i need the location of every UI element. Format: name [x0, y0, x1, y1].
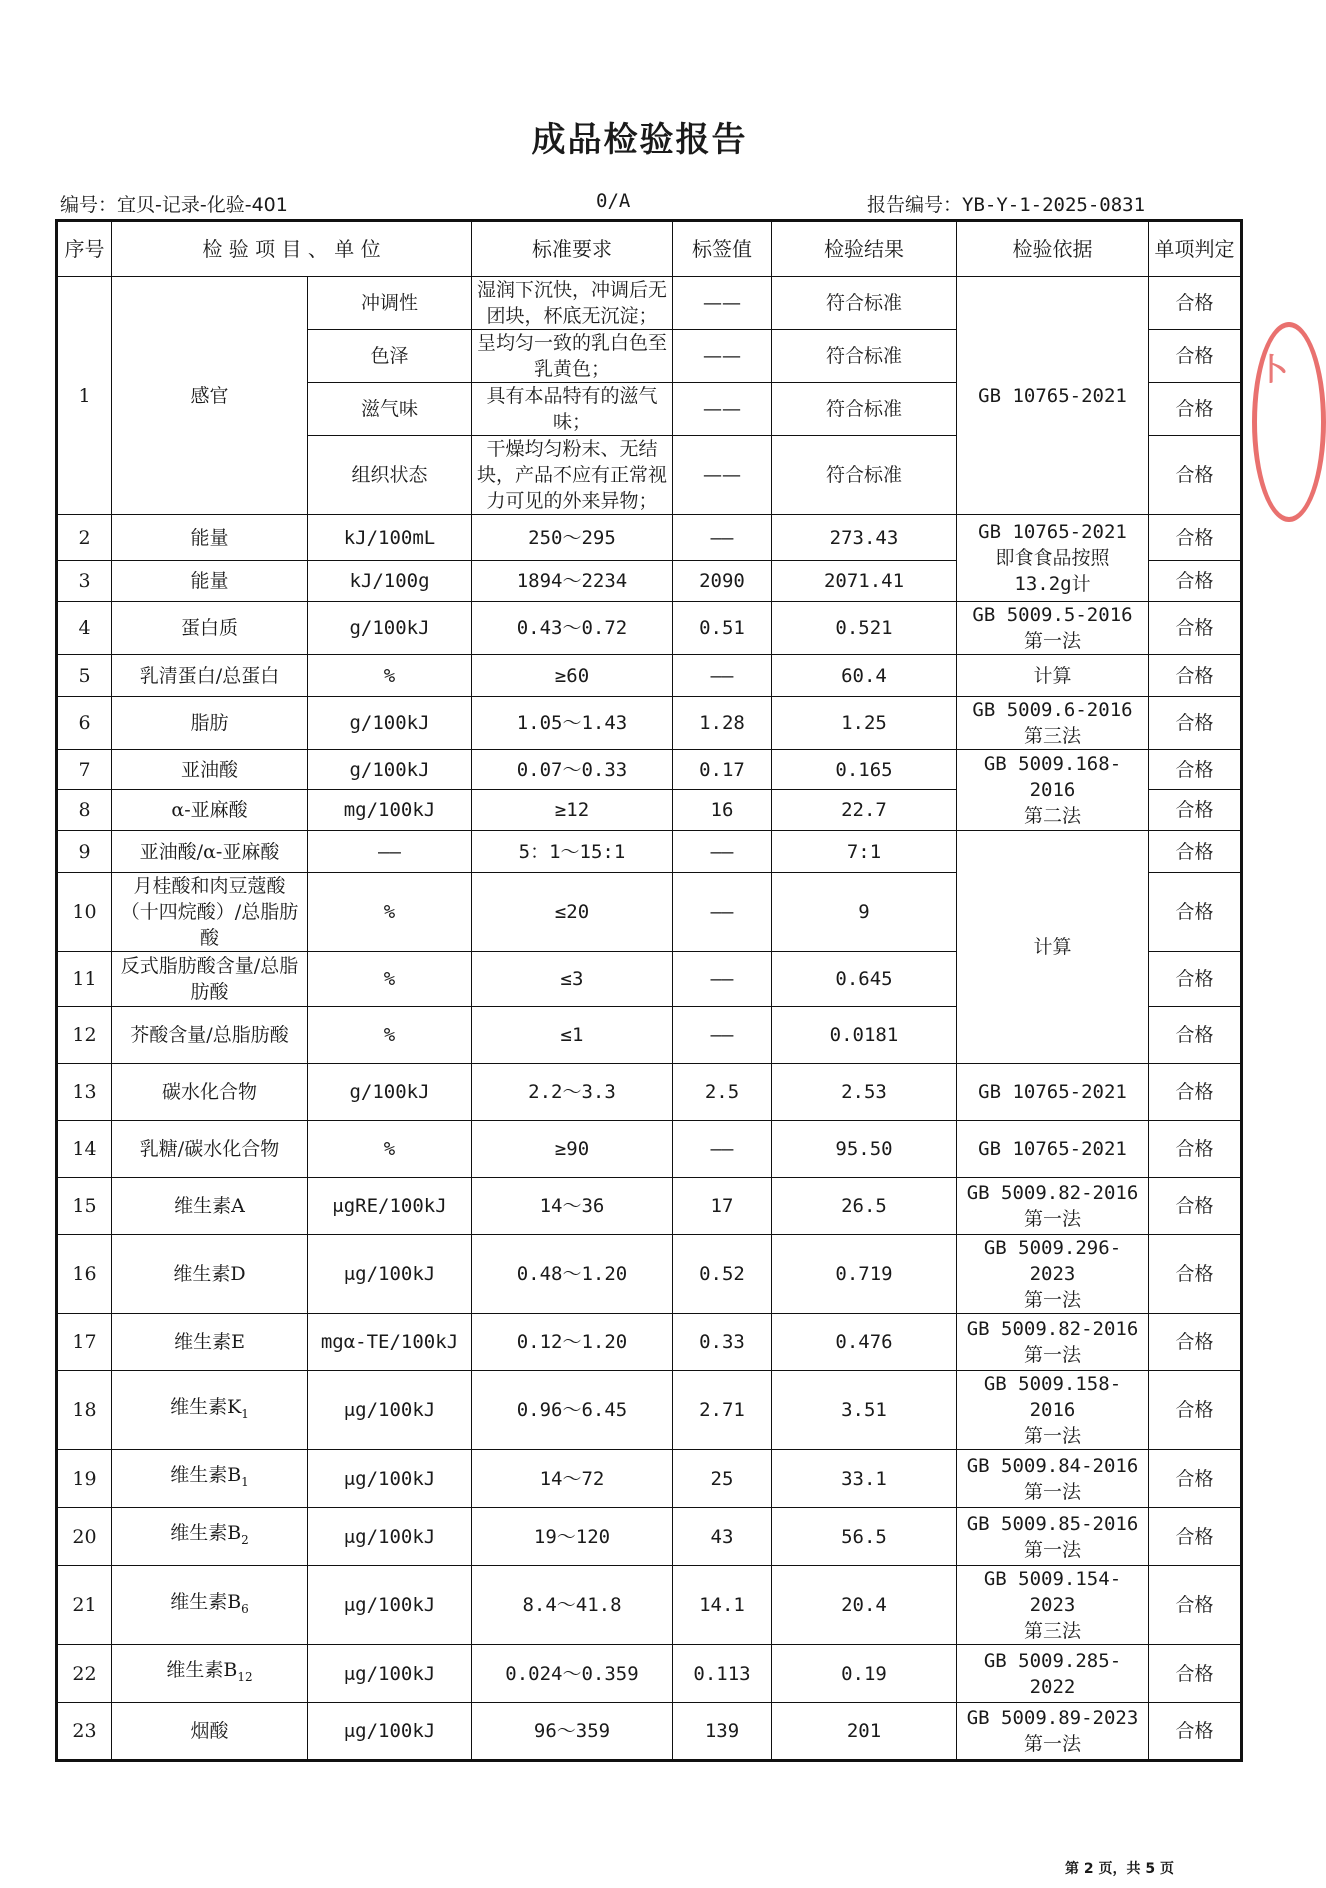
label-value-cell: 0.17 — [673, 750, 772, 790]
standard-cell: 干燥均匀粉末、无结块，产品不应有正常视力可见的外来异物； — [472, 436, 673, 515]
table-row — [57, 1178, 1242, 1235]
result-cell: 20.4 — [772, 1566, 957, 1645]
item-name: 维生素$B_6$ — [112, 1566, 308, 1645]
item-name: 乳清蛋白/总蛋白 — [112, 655, 308, 697]
standard-cell: 19～120 — [472, 1508, 673, 1566]
header-label-value: 标签值 — [673, 221, 772, 277]
unit-cell: kJ/100mL — [308, 515, 472, 561]
basis-cell: GB 10765-2021 即食食品按照 13.2g计 — [957, 515, 1149, 602]
verdict-cell: 合格 — [1149, 515, 1242, 561]
seq-cell: 3 — [57, 561, 112, 602]
standard-cell: 0.07～0.33 — [472, 750, 673, 790]
seq-cell: 22 — [57, 1645, 112, 1703]
verdict-cell: 合格 — [1149, 436, 1242, 515]
label-value-cell: 0.33 — [673, 1314, 772, 1371]
verdict-cell: 合格 — [1149, 831, 1242, 873]
table-row — [57, 697, 1242, 750]
table-row — [57, 1703, 1242, 1761]
unit-cell: μg/100kJ — [308, 1450, 472, 1508]
basis-cell: GB 5009.84-2016 第一法 — [957, 1450, 1149, 1508]
seq-cell: 13 — [57, 1064, 112, 1121]
seq-cell: 16 — [57, 1235, 112, 1314]
subscript: 12 — [237, 1669, 253, 1684]
label-value-cell: —— — [673, 1121, 772, 1178]
result-cell: 201 — [772, 1703, 957, 1761]
label-value-cell: 43 — [673, 1508, 772, 1566]
standard-cell: 0.48～1.20 — [472, 1235, 673, 1314]
standard-cell: 1.05～1.43 — [472, 697, 673, 750]
seq-cell: 15 — [57, 1178, 112, 1235]
verdict-cell: 合格 — [1149, 561, 1242, 602]
unit-cell: —— — [308, 831, 472, 873]
result-cell: 0.165 — [772, 750, 957, 790]
verdict-cell: 合格 — [1149, 1235, 1242, 1314]
label-value-cell: 139 — [673, 1703, 772, 1761]
unit-cell: kJ/100g — [308, 561, 472, 602]
result-cell: 95.50 — [772, 1121, 957, 1178]
seq-cell: 11 — [57, 952, 112, 1007]
sensory-item: 色泽 — [308, 330, 472, 383]
item-name: 维生素E — [112, 1314, 308, 1371]
table-row — [57, 655, 1242, 697]
verdict-cell: 合格 — [1149, 655, 1242, 697]
verdict-cell: 合格 — [1149, 383, 1242, 436]
item-name: 月桂酸和肉豆蔻酸（十四烷酸）/总脂肪酸 — [112, 873, 308, 952]
standard-cell: ≥60 — [472, 655, 673, 697]
result-cell: 9 — [772, 873, 957, 952]
table-row — [57, 1566, 1242, 1645]
standard-cell: 8.4～41.8 — [472, 1566, 673, 1645]
basis-cell: GB 5009.285-2022 — [957, 1645, 1149, 1703]
report-number — [867, 190, 1145, 217]
unit-cell: % — [308, 952, 472, 1007]
label-value-cell: 1.28 — [673, 697, 772, 750]
red-seal-mark: 卜 — [1258, 353, 1288, 388]
label-value-cell: —— — [673, 655, 772, 697]
label-value-cell: 0.51 — [673, 602, 772, 655]
table-row — [57, 831, 1242, 873]
item-name: 乳糖/碳水化合物 — [112, 1121, 308, 1178]
sensory-item: 组织状态 — [308, 436, 472, 515]
unit-cell: μg/100kJ — [308, 1508, 472, 1566]
subscript: 2 — [241, 1532, 249, 1547]
basis-cell: GB 5009.6-2016 第三法 — [957, 697, 1149, 750]
standard-cell: 2.2～3.3 — [472, 1064, 673, 1121]
result-cell: 符合标准 — [772, 383, 957, 436]
seq-cell: 2 — [57, 515, 112, 561]
label-value-cell: 25 — [673, 1450, 772, 1508]
seq-cell: 19 — [57, 1450, 112, 1508]
label-value-cell: —— — [673, 1007, 772, 1064]
result-cell: 0.645 — [772, 952, 957, 1007]
standard-cell: 湿润下沉快，冲调后无团块，杯底无沉淀； — [472, 277, 673, 330]
result-cell: 0.521 — [772, 602, 957, 655]
standard-cell: 5：1～15:1 — [472, 831, 673, 873]
basis-cell: GB 5009.85-2016 第一法 — [957, 1508, 1149, 1566]
result-cell: 2071.41 — [772, 561, 957, 602]
basis-cell: GB 5009.158-2016 第一法 — [957, 1371, 1149, 1450]
label-value-cell: 2.71 — [673, 1371, 772, 1450]
basis-cell: GB 10765-2021 — [957, 277, 1149, 515]
table-row — [57, 1450, 1242, 1508]
unit-cell: % — [308, 1121, 472, 1178]
item-name: 烟酸 — [112, 1703, 308, 1761]
seq-cell: 1 — [57, 277, 112, 515]
label-value-cell: —— — [673, 436, 772, 515]
unit-cell: μgRE/100kJ — [308, 1178, 472, 1235]
record-number-label: 编号： — [60, 194, 118, 216]
unit-cell: mg/100kJ — [308, 790, 472, 831]
basis-cell: GB 5009.82-2016 第一法 — [957, 1178, 1149, 1235]
verdict-cell: 合格 — [1149, 330, 1242, 383]
page-footer: 第 2 页，共 5 页 — [1065, 1861, 1174, 1877]
standard-cell: ≤1 — [472, 1007, 673, 1064]
item-name: 维生素$B_{12}$ — [112, 1645, 308, 1703]
seq-cell: 20 — [57, 1508, 112, 1566]
unit-cell: % — [308, 1007, 472, 1064]
standard-cell: 0.024～0.359 — [472, 1645, 673, 1703]
unit-cell: μg/100kJ — [308, 1371, 472, 1450]
seq-cell: 4 — [57, 602, 112, 655]
table-row — [57, 750, 1242, 790]
result-cell: 符合标准 — [772, 436, 957, 515]
item-name: α-亚麻酸 — [112, 790, 308, 831]
record-number — [60, 190, 288, 217]
verdict-cell: 合格 — [1149, 952, 1242, 1007]
label-value-cell: 16 — [673, 790, 772, 831]
standard-cell: 具有本品特有的滋气味； — [472, 383, 673, 436]
basis-cell: GB 5009.168-2016 第二法 — [957, 750, 1149, 831]
inspection-table — [55, 219, 1243, 1762]
table-row — [57, 1314, 1242, 1371]
standard-cell: ≤20 — [472, 873, 673, 952]
label-value-cell: —— — [673, 831, 772, 873]
basis-cell: 计算 — [957, 655, 1149, 697]
unit-cell: μg/100kJ — [308, 1703, 472, 1761]
result-cell: 26.5 — [772, 1178, 957, 1235]
seq-cell: 9 — [57, 831, 112, 873]
result-cell: 2.53 — [772, 1064, 957, 1121]
unit-cell: g/100kJ — [308, 1064, 472, 1121]
basis-cell: 计算 — [957, 831, 1149, 1064]
table-row — [57, 1121, 1242, 1178]
table-row — [57, 602, 1242, 655]
seq-cell: 12 — [57, 1007, 112, 1064]
table-row — [57, 1371, 1242, 1450]
item-name: 芥酸含量/总脂肪酸 — [112, 1007, 308, 1064]
table-row — [57, 277, 1242, 330]
unit-cell: μg/100kJ — [308, 1235, 472, 1314]
standard-cell: 14～72 — [472, 1450, 673, 1508]
verdict-cell: 合格 — [1149, 602, 1242, 655]
basis-cell: GB 10765-2021 — [957, 1121, 1149, 1178]
item-name: 维生素D — [112, 1235, 308, 1314]
standard-cell: 250～295 — [472, 515, 673, 561]
result-cell: 0.719 — [772, 1235, 957, 1314]
seq-cell: 5 — [57, 655, 112, 697]
verdict-cell: 合格 — [1149, 1007, 1242, 1064]
basis-cell: GB 5009.89-2023 第一法 — [957, 1703, 1149, 1761]
verdict-cell: 合格 — [1149, 873, 1242, 952]
unit-cell: % — [308, 655, 472, 697]
standard-cell: 0.12～1.20 — [472, 1314, 673, 1371]
basis-cell: GB 10765-2021 — [957, 1064, 1149, 1121]
standard-cell: 0.96～6.45 — [472, 1371, 673, 1450]
result-cell: 60.4 — [772, 655, 957, 697]
verdict-cell: 合格 — [1149, 697, 1242, 750]
header-item: 检 验 项 目 、 单 位 — [112, 221, 472, 277]
table-row — [57, 515, 1242, 561]
item-name: 维生素$B_2$ — [112, 1508, 308, 1566]
item-name: 碳水化合物 — [112, 1064, 308, 1121]
unit-cell: g/100kJ — [308, 750, 472, 790]
verdict-cell: 合格 — [1149, 1703, 1242, 1761]
standard-cell: ≥12 — [472, 790, 673, 831]
label-value-cell: 0.113 — [673, 1645, 772, 1703]
table-row — [57, 1235, 1242, 1314]
verdict-cell: 合格 — [1149, 750, 1242, 790]
standard-cell: 96～359 — [472, 1703, 673, 1761]
subscript: 1 — [241, 1406, 249, 1421]
item-name: 维生素$B_1$ — [112, 1450, 308, 1508]
verdict-cell: 合格 — [1149, 790, 1242, 831]
subscript: 6 — [241, 1601, 249, 1616]
unit-cell: μg/100kJ — [308, 1645, 472, 1703]
item-name: 脂肪 — [112, 697, 308, 750]
verdict-cell: 合格 — [1149, 1645, 1242, 1703]
item-name: 能量 — [112, 561, 308, 602]
verdict-cell: 合格 — [1149, 277, 1242, 330]
item-name: 亚油酸/α-亚麻酸 — [112, 831, 308, 873]
standard-cell: ≤3 — [472, 952, 673, 1007]
result-cell: 7:1 — [772, 831, 957, 873]
standard-cell: 1894～2234 — [472, 561, 673, 602]
seq-cell: 10 — [57, 873, 112, 952]
basis-cell: GB 5009.154-2023 第三法 — [957, 1566, 1149, 1645]
table-row — [57, 1645, 1242, 1703]
result-cell: 273.43 — [772, 515, 957, 561]
header-seq: 序号 — [57, 221, 112, 277]
seq-cell: 18 — [57, 1371, 112, 1450]
basis-cell: GB 5009.5-2016 第一法 — [957, 602, 1149, 655]
result-cell: 3.51 — [772, 1371, 957, 1450]
report-number-value: YB-Y-1-2025-0831 — [962, 194, 1146, 216]
result-cell: 0.19 — [772, 1645, 957, 1703]
basis-cell: GB 5009.82-2016 第一法 — [957, 1314, 1149, 1371]
result-cell: 符合标准 — [772, 277, 957, 330]
label-value-cell: 0.52 — [673, 1235, 772, 1314]
label-value-cell: —— — [673, 330, 772, 383]
item-name: 蛋白质 — [112, 602, 308, 655]
result-cell: 0.0181 — [772, 1007, 957, 1064]
basis-cell: GB 5009.296-2023 第一法 — [957, 1235, 1149, 1314]
standard-cell: ≥90 — [472, 1121, 673, 1178]
sensory-group: 感官 — [112, 277, 308, 515]
unit-cell: g/100kJ — [308, 697, 472, 750]
seq-cell: 7 — [57, 750, 112, 790]
result-cell: 0.476 — [772, 1314, 957, 1371]
label-value-cell: 14.1 — [673, 1566, 772, 1645]
label-value-cell: 2090 — [673, 561, 772, 602]
verdict-cell: 合格 — [1149, 1371, 1242, 1450]
subscript: 1 — [241, 1474, 249, 1489]
label-value-cell: —— — [673, 515, 772, 561]
result-cell: 33.1 — [772, 1450, 957, 1508]
unit-cell: g/100kJ — [308, 602, 472, 655]
table-row — [57, 1064, 1242, 1121]
unit-cell: μg/100kJ — [308, 1566, 472, 1645]
label-value-cell: —— — [673, 873, 772, 952]
result-cell: 符合标准 — [772, 330, 957, 383]
header-row — [57, 221, 1242, 277]
seq-cell: 23 — [57, 1703, 112, 1761]
label-value-cell: —— — [673, 383, 772, 436]
version-number: 0/A — [596, 190, 631, 212]
unit-cell: % — [308, 873, 472, 952]
table-row — [57, 1508, 1242, 1566]
verdict-cell: 合格 — [1149, 1566, 1242, 1645]
label-value-cell: —— — [673, 952, 772, 1007]
item-name: 维生素A — [112, 1178, 308, 1235]
label-value-cell: 2.5 — [673, 1064, 772, 1121]
header-standard: 标准要求 — [472, 221, 673, 277]
header-verdict: 单项判定 — [1149, 221, 1242, 277]
sensory-item: 滋气味 — [308, 383, 472, 436]
verdict-cell: 合格 — [1149, 1508, 1242, 1566]
report-number-label: 报告编号： — [867, 194, 963, 216]
verdict-cell: 合格 — [1149, 1121, 1242, 1178]
seq-cell: 8 — [57, 790, 112, 831]
result-cell: 1.25 — [772, 697, 957, 750]
item-name: 亚油酸 — [112, 750, 308, 790]
item-name: 反式脂肪酸含量/总脂肪酸 — [112, 952, 308, 1007]
standard-cell: 呈均匀一致的乳白色至乳黄色； — [472, 330, 673, 383]
record-number-value: 宜贝-记录-化验-401 — [117, 194, 288, 216]
item-name: 维生素$K_1$ — [112, 1371, 308, 1450]
unit-cell: mgα-TE/100kJ — [308, 1314, 472, 1371]
label-value-cell: 17 — [673, 1178, 772, 1235]
verdict-cell: 合格 — [1149, 1450, 1242, 1508]
sensory-item: 冲调性 — [308, 277, 472, 330]
seq-cell: 21 — [57, 1566, 112, 1645]
result-cell: 22.7 — [772, 790, 957, 831]
result-cell: 56.5 — [772, 1508, 957, 1566]
label-value-cell: —— — [673, 277, 772, 330]
seq-cell: 17 — [57, 1314, 112, 1371]
header-result: 检验结果 — [772, 221, 957, 277]
verdict-cell: 合格 — [1149, 1178, 1242, 1235]
standard-cell: 14～36 — [472, 1178, 673, 1235]
item-name: 能量 — [112, 515, 308, 561]
verdict-cell: 合格 — [1149, 1064, 1242, 1121]
seq-cell: 14 — [57, 1121, 112, 1178]
standard-cell: 0.43～0.72 — [472, 602, 673, 655]
report-title: 成品检验报告 — [531, 120, 748, 160]
seq-cell: 6 — [57, 697, 112, 750]
verdict-cell: 合格 — [1149, 1314, 1242, 1371]
header-basis: 检验依据 — [957, 221, 1149, 277]
